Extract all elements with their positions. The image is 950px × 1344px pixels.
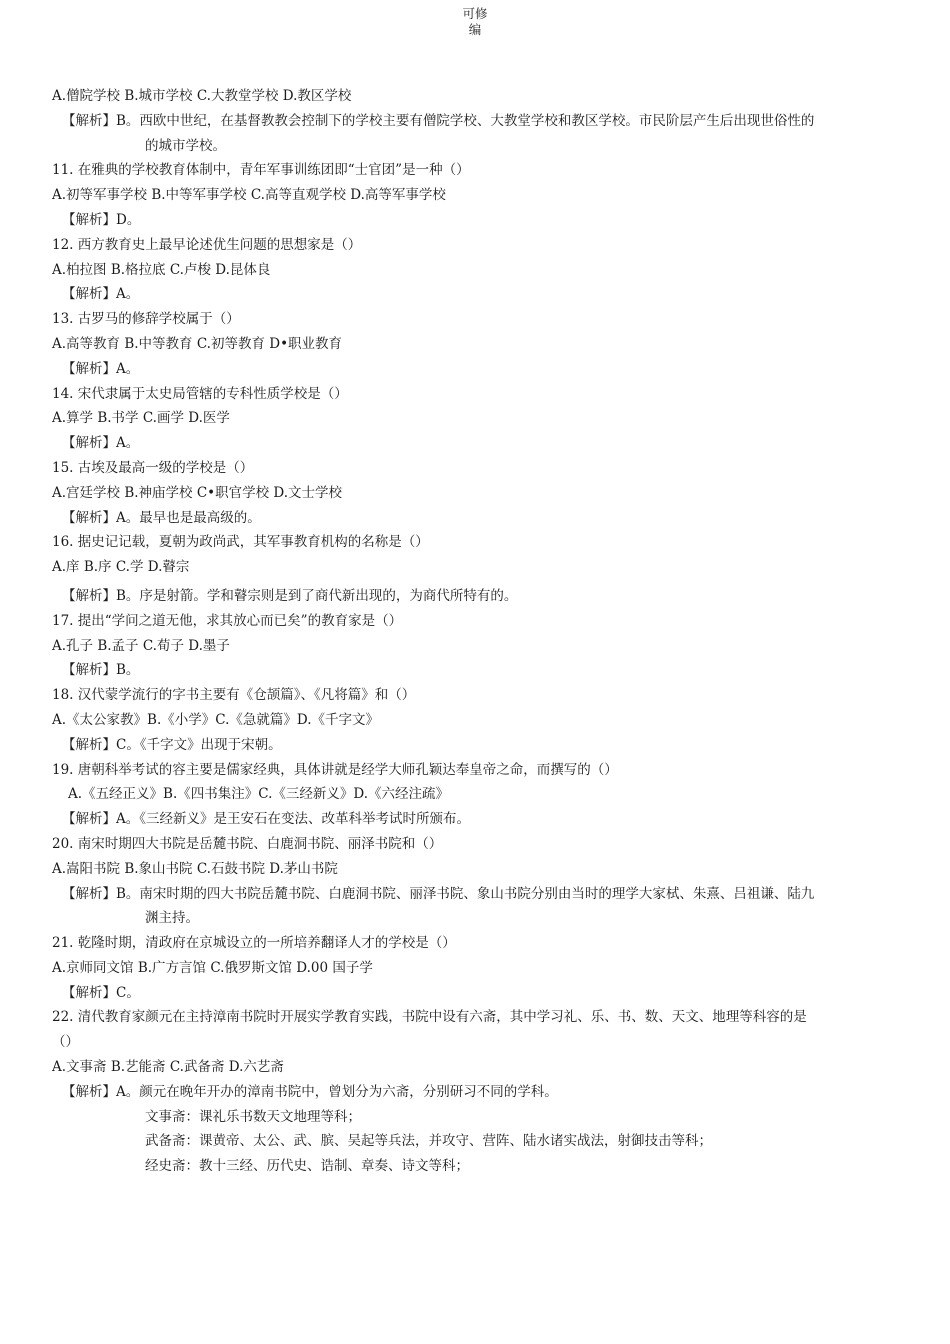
options-line: A.初等军事学校 B.中等军事学校 C.高等直观学校 D.高等军事学校	[52, 187, 446, 204]
question-text: 15. 古埃及最高一级的学校是（）	[52, 459, 254, 476]
header-line-1: 可修	[462, 6, 488, 21]
answer-explanation: 【解析】A。最早也是最高级的。	[62, 509, 261, 526]
options-line: A.宫廷学校 B.神庙学校 C•职官学校 D.文士学校	[52, 484, 343, 501]
answer-explanation: 【解析】C。《千字文》出现于宋朝。	[62, 736, 282, 753]
question-text: 12. 西方教育史上最早论述优生问题的思想家是（）	[52, 236, 362, 253]
answer-explanation: 【解析】A。	[62, 435, 140, 452]
options-line: A.高等教育 B.中等教育 C.初等教育 D•职业教育	[52, 335, 343, 352]
question-text: 16. 据史记记载，夏朝为政尚武，其军事教育机构的名称是（）	[52, 534, 429, 551]
header-line-2: 编	[468, 22, 482, 37]
options-line: A.嵩阳书院 B.象山书院 C.石鼓书院 D.茅山书院	[52, 860, 338, 877]
question-text: 19. 唐朝科举考试的容主要是儒家经典，具体讲就是经学大师孔颖达奉皇帝之命，而撰写的（）	[52, 761, 618, 778]
answer-explanation: 【解析】A。颜元在晚年开办的漳南书院中，曾划分为六斋，分别研习不同的学科。	[62, 1083, 558, 1100]
question-text: 20. 南宋时期四大书院是岳麓书院、白鹿洞书院、丽泽书院和（）	[52, 835, 443, 852]
question-text: 22. 清代教育家颜元在主持漳南书院时开展实学教育实践，书院中设有六斋，其中学习礼、乐、书、数、天文、地理等科容的是	[52, 1009, 807, 1026]
options-line: A.京师同文馆 B.广方言馆 C.俄罗斯文馆 D.00 国子学	[52, 959, 373, 976]
explanation-detail: 文事斋：课礼乐书数天文地理等科；	[145, 1108, 361, 1125]
question-text: 17. 提出“学问之道无他，求其放心而已矣”的教育家是（）	[52, 612, 403, 629]
options-line: A.文事斋 B.艺能斋 C.武备斋 D.六艺斋	[52, 1059, 284, 1076]
options-line: A.《五经正义》B.《四书集注》C.《三经新义》D.《六经注疏》	[68, 786, 450, 803]
answer-explanation: 【解析】C。	[62, 984, 140, 1001]
options-line: A.算学 B.书学 C.画学 D.医学	[52, 410, 230, 427]
question-text: 18. 汉代蒙学流行的字书主要有《仓颉篇》、《凡将篇》和（）	[52, 687, 416, 704]
explanation-detail: 经史斋：教十三经、历代史、诰制、章奏、诗文等科；	[145, 1158, 469, 1175]
question-text-continued: （）	[52, 1034, 79, 1051]
question-text: 11. 在雅典的学校教育体制中，青年军事训练团即“士官团”是一种（）	[52, 162, 470, 179]
answer-explanation: 【解析】B。西欧中世纪，在基督教教会控制下的学校主要有僧院学校、大教堂学校和教区学校。市民阶层产生后出现世俗性的	[62, 112, 815, 129]
options-line: A.僧院学校 B.城市学校 C.大教堂学校 D.教区学校	[52, 88, 352, 104]
answer-explanation-continued: 的城市学校。	[145, 137, 226, 154]
answer-explanation: 【解析】B。南宋时期的四大书院岳麓书院、白鹿洞书院、丽泽书院、象山书院分别由当时的理学大家栻、朱熹、吕祖谦、陆九	[62, 885, 815, 902]
answer-explanation: 【解析】A。	[62, 286, 140, 303]
question-text: 13. 古罗马的修辞学校属于（）	[52, 311, 240, 328]
question-text: 14. 宋代隶属于太史局管辖的专科性质学校是（）	[52, 385, 348, 402]
options-line: A.《太公家教》B.《小学》C.《急就篇》D.《千字文》	[52, 711, 380, 728]
answer-explanation: 【解析】A。《三经新义》是王安石在变法、改革科举考试时所颁布。	[62, 811, 470, 828]
answer-explanation-continued: 渊主持。	[145, 910, 199, 927]
explanation-detail: 武备斋：课黄帝、太公、武、膑、吴起等兵法，并攻守、营阵、陆水诸实战法，射御技击等科；	[145, 1133, 712, 1150]
answer-explanation: 【解析】B。序是射箭。学和瞽宗则是到了商代新出现的，为商代所特有的。	[62, 587, 518, 604]
options-line: A.柏拉图 B.格拉底 C.卢梭 D.昆体良	[52, 261, 271, 278]
answer-explanation: 【解析】D。	[62, 211, 141, 228]
options-line: A.庠 B.序 C.学 D.瞽宗	[52, 559, 190, 576]
answer-explanation: 【解析】B。	[62, 662, 140, 679]
options-line: A.孔子 B.孟子 C.荀子 D.墨子	[52, 637, 230, 654]
page-header	[0, 6, 950, 38]
answer-explanation: 【解析】A。	[62, 360, 140, 377]
document-body	[52, 84, 902, 1179]
question-text: 21. 乾隆时期，清政府在京城设立的一所培养翻译人才的学校是（）	[52, 935, 456, 952]
